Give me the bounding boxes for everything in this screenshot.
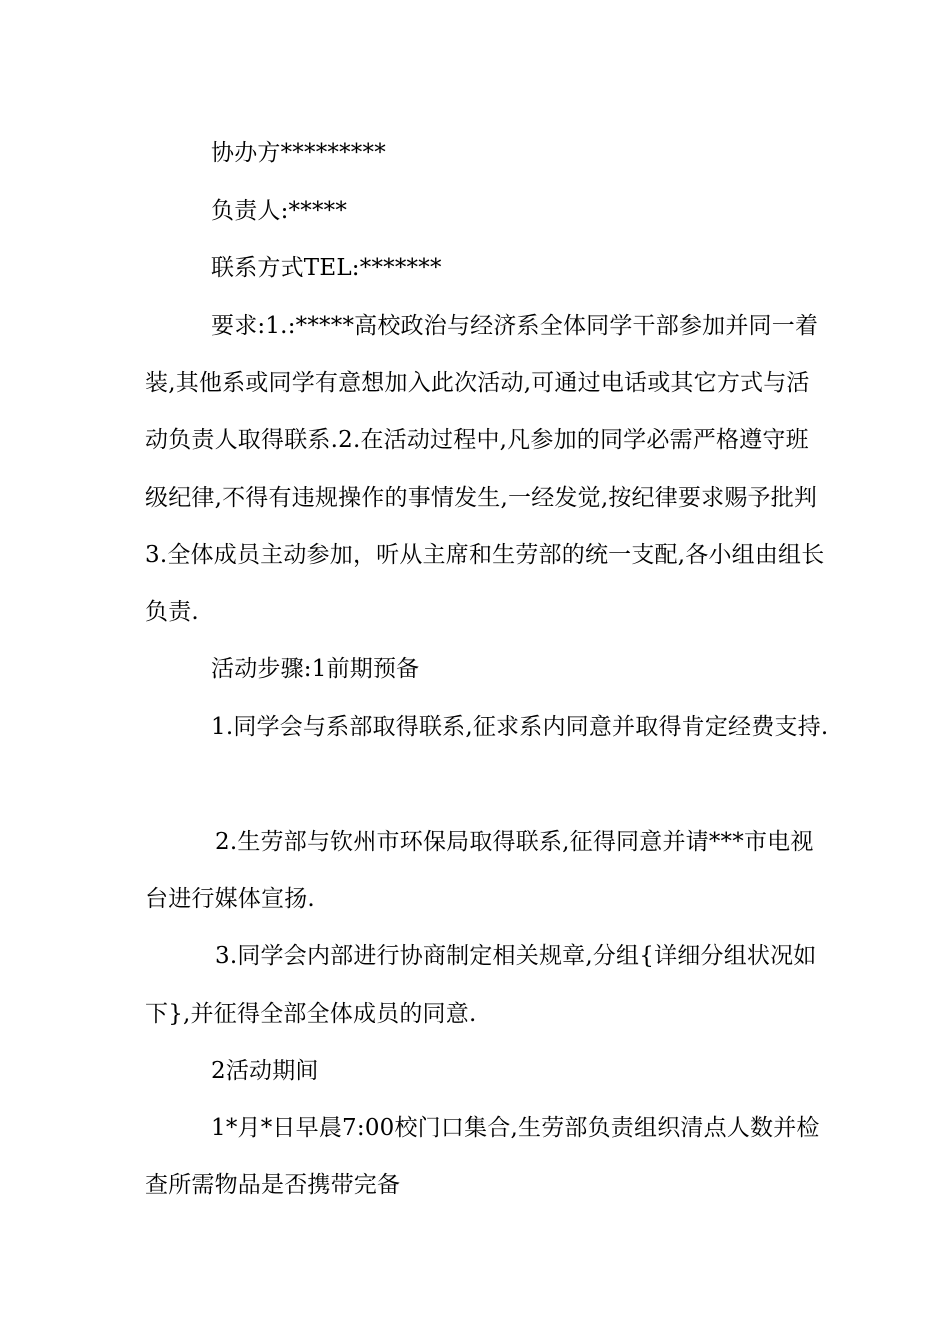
contact-line: 联系方式TEL:******* [211,255,442,281]
step-3-line-2: 下},并征得全部全体成员的同意. [145,1001,477,1027]
step-2-line-2: 台进行媒体宣扬. [145,886,315,912]
step-3-line-1: 3.同学会内部进行协商制定相关规章,分组{详细分组状况如 [215,943,817,969]
steps-heading: 活动步骤:1前期预备 [211,656,420,682]
co-organizer-line: 协办方********* [211,140,386,166]
person-in-charge-line: 负责人:***** [211,198,348,224]
requirements-line-6: 负责. [145,599,199,625]
requirements-line-3: 动负责人取得联系.2.在活动过程中,凡参加的同学必需严格遵守班 [145,427,809,453]
step-2-line-1: 2.生劳部与钦州市环保局取得联系,征得同意并请***市电视 [215,829,814,855]
requirements-line-4: 级纪律,不得有违规操作的事情发生,一经发觉,按纪律要求赐予批判 [145,485,818,511]
activity-period-heading: 2活动期间 [211,1058,319,1084]
step-1-line: 1.同学会与系部取得联系,征求系内同意并取得肯定经费支持. [211,714,829,740]
period-item-line-2: 查所需物品是否携带完备 [145,1172,401,1198]
requirements-line-2: 装,其他系或同学有意想加入此次活动,可通过电话或其它方式与活 [145,370,810,396]
requirements-line-1: 要求:1.:*****高校政治与经济系全体同学干部参加并同一着 [211,313,819,339]
requirements-line-5: 3.全体成员主动参加，听从主席和生劳部的统一支配,各小组由组长 [145,542,825,568]
period-item-line-1: 1*月*日早晨7:00校门口集合,生劳部负责组织清点人数并检 [211,1115,820,1141]
